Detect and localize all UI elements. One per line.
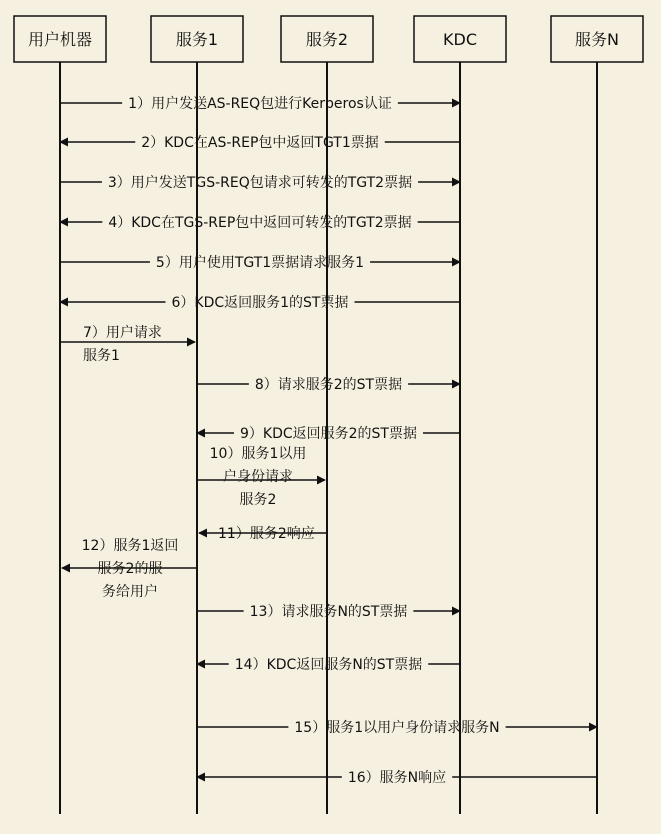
- message-label: [128, 96, 392, 112]
- message-label-line: 6）KDC返回服务1的ST票据: [171, 295, 349, 311]
- message-label-line: 4）KDC在TGS-REP包中返回可转发的TGT2票据: [108, 215, 412, 231]
- message-14: [197, 656, 460, 673]
- participant-kdc: [414, 16, 506, 62]
- message-label-line: 16）服务N响应: [347, 770, 447, 786]
- message-label: [255, 376, 402, 393]
- message-label: [235, 656, 422, 673]
- message-3: [60, 174, 460, 191]
- message-label-line: 2）KDC在AS-REP包中返回TGT1票据: [141, 135, 379, 151]
- message-label-line: 11）服务2响应: [218, 526, 315, 542]
- message-label: [172, 294, 349, 311]
- message-2: [60, 134, 460, 151]
- message-label: [82, 538, 179, 600]
- message-label-line: 5）用户使用TGT1票据请求服务1: [155, 255, 365, 271]
- message-label: [156, 254, 364, 271]
- message-label-line: 7）用户请求: [83, 325, 162, 341]
- message-label-line: 服务2的服: [97, 561, 163, 577]
- message-7: [60, 324, 195, 364]
- message-label-line: 务给用户: [102, 584, 158, 600]
- message-6: [60, 294, 460, 311]
- messages: [60, 96, 597, 786]
- message-label: [108, 214, 411, 231]
- message-12: [62, 538, 197, 600]
- message-label: [83, 324, 162, 364]
- message-label-line: 服务2: [239, 492, 277, 508]
- message-label: [294, 719, 499, 736]
- message-15: [197, 719, 597, 736]
- message-label: [210, 446, 307, 508]
- message-8: [197, 376, 460, 393]
- message-label: [250, 603, 408, 620]
- message-label-line: 10）服务1以用: [209, 446, 307, 462]
- message-4: [60, 214, 460, 231]
- message-16: [197, 770, 597, 786]
- participant-headers: [14, 16, 643, 62]
- message-label-line: 15）服务1以用户身份请求服务N: [294, 720, 500, 736]
- participant-svc1: [151, 16, 243, 62]
- message-label-line: 14）KDC返回服务N的ST票据: [234, 657, 423, 673]
- message-label-line: 9）KDC返回服务2的ST票据: [240, 426, 417, 442]
- participant-svcN: [551, 16, 643, 62]
- participant-label: KDC: [443, 30, 477, 49]
- participant-label: 用户机器: [27, 30, 93, 49]
- message-label-line: 8）请求服务2的ST票据: [254, 377, 403, 393]
- participant-label: 服务1: [175, 30, 219, 49]
- participant-label: 服务N: [575, 30, 619, 49]
- message-label: [108, 174, 412, 191]
- message-label-line: 1）用户发送AS-REQ包进行Kerberos认证: [128, 96, 392, 112]
- message-label-line: 服务1: [83, 348, 120, 364]
- message-10: [197, 446, 325, 508]
- message-label: [218, 526, 315, 542]
- message-label-line: 12）服务1返回: [81, 538, 179, 554]
- message-11: [199, 526, 327, 542]
- message-1: [60, 96, 460, 112]
- message-13: [197, 603, 460, 620]
- message-9: [197, 425, 460, 442]
- message-label-line: 户身份请求: [223, 469, 293, 485]
- message-label-line: 13）请求服务N的ST票据: [249, 604, 408, 620]
- participant-label: 服务2: [305, 30, 349, 49]
- participant-user: [14, 16, 106, 62]
- message-label: [240, 425, 417, 442]
- message-label-line: 3）用户发送TGS-REQ包请求可转发的TGT2票据: [107, 175, 413, 191]
- message-label: [141, 134, 379, 151]
- message-label: [348, 770, 446, 786]
- message-5: [60, 254, 460, 271]
- participant-svc2: [281, 16, 373, 62]
